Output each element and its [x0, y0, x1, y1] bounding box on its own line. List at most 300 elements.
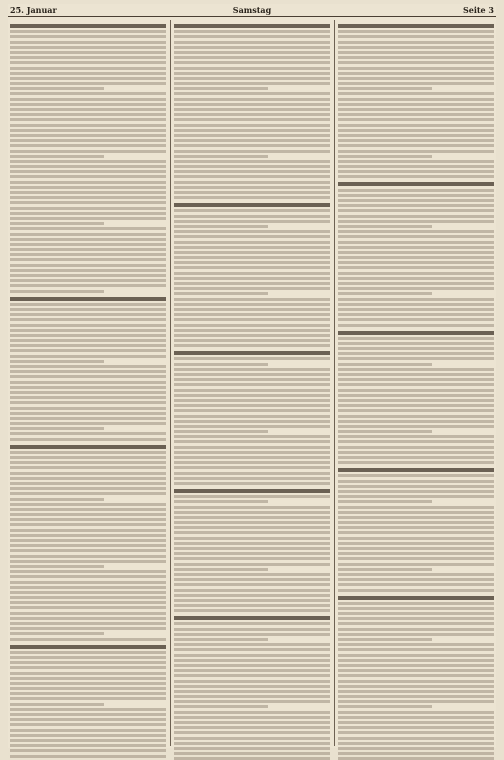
illegible-text-line — [10, 391, 166, 394]
illegible-text-line — [338, 638, 432, 641]
illegible-text-line — [10, 645, 166, 649]
illegible-text-line — [338, 134, 494, 137]
illegible-text-line — [10, 744, 166, 747]
illegible-text-line — [10, 324, 166, 327]
illegible-text-line — [10, 677, 166, 680]
illegible-text-line — [174, 466, 330, 469]
illegible-text-line — [10, 570, 166, 573]
illegible-text-line — [338, 612, 494, 615]
illegible-text-line — [10, 386, 166, 389]
illegible-text-line — [338, 399, 494, 402]
illegible-text-line — [174, 77, 330, 80]
illegible-text-line — [174, 124, 330, 127]
illegible-text-line — [338, 617, 494, 620]
illegible-text-line — [10, 472, 166, 475]
illegible-text-line — [338, 144, 494, 147]
illegible-text-line — [338, 752, 494, 755]
illegible-text-line — [10, 344, 166, 347]
illegible-text-line — [174, 716, 330, 719]
illegible-text-line — [174, 181, 330, 184]
illegible-text-line — [174, 103, 330, 106]
illegible-text-line — [10, 41, 166, 44]
illegible-text-line — [338, 451, 494, 454]
illegible-text-line — [174, 440, 330, 443]
illegible-text-line — [10, 713, 166, 716]
illegible-text-line — [174, 731, 330, 734]
illegible-text-line — [338, 474, 494, 477]
illegible-text-line — [338, 700, 494, 703]
illegible-text-line — [174, 318, 330, 321]
illegible-text-line — [174, 41, 330, 44]
illegible-text-line — [338, 607, 494, 610]
illegible-text-line — [338, 573, 494, 576]
illegible-text-line — [338, 711, 494, 714]
illegible-text-line — [10, 718, 166, 721]
illegible-text-line — [174, 72, 330, 75]
illegible-text-line — [174, 266, 330, 269]
illegible-text-line — [174, 415, 330, 418]
illegible-text-line — [174, 344, 330, 347]
illegible-text-line — [338, 331, 494, 335]
illegible-text-line — [338, 531, 494, 534]
illegible-text-line — [174, 324, 330, 327]
illegible-text-line — [338, 199, 494, 202]
illegible-text-line — [10, 396, 166, 399]
illegible-text-line — [174, 516, 330, 519]
illegible-text-line — [338, 51, 494, 54]
illegible-text-line — [10, 729, 166, 732]
illegible-text-line — [338, 378, 494, 381]
illegible-text-line — [174, 521, 330, 524]
illegible-text-line — [10, 279, 166, 282]
illegible-text-line — [174, 277, 330, 280]
illegible-text-line — [10, 67, 166, 70]
illegible-text-line — [338, 557, 494, 560]
illegible-text-line — [174, 633, 330, 636]
illegible-text-line — [174, 680, 330, 683]
illegible-text-line — [174, 165, 330, 168]
illegible-text-line — [174, 557, 330, 560]
illegible-text-line — [10, 82, 166, 85]
illegible-text-line — [174, 695, 330, 698]
illegible-text-line — [174, 711, 330, 714]
illegible-text-line — [174, 139, 330, 142]
illegible-text-line — [174, 175, 330, 178]
illegible-text-line — [338, 352, 494, 355]
illegible-text-line — [174, 235, 330, 238]
illegible-text-line — [338, 435, 494, 438]
illegible-text-line — [174, 430, 268, 433]
illegible-text-line — [338, 456, 494, 459]
illegible-text-line — [174, 230, 330, 233]
illegible-text-line — [10, 284, 166, 287]
illegible-text-line — [174, 46, 330, 49]
illegible-text-line — [174, 363, 268, 366]
illegible-text-line — [338, 537, 494, 540]
illegible-text-line — [174, 456, 330, 459]
illegible-text-line — [338, 150, 494, 153]
illegible-text-line — [174, 506, 330, 509]
illegible-text-line — [174, 643, 330, 646]
illegible-text-line — [10, 417, 166, 420]
illegible-text-line — [174, 209, 330, 212]
illegible-text-line — [174, 282, 330, 285]
illegible-text-line — [10, 360, 104, 363]
illegible-text-line — [174, 404, 330, 407]
illegible-text-line — [10, 92, 166, 95]
illegible-text-line — [338, 495, 494, 498]
illegible-text-line — [174, 92, 330, 95]
illegible-text-line — [338, 215, 494, 218]
illegible-text-line — [10, 118, 166, 121]
illegible-text-line — [174, 35, 330, 38]
illegible-text-line — [338, 92, 494, 95]
illegible-text-line — [338, 674, 494, 677]
illegible-text-line — [174, 373, 330, 376]
illegible-text-line — [10, 207, 166, 210]
illegible-text-line — [338, 272, 494, 275]
illegible-text-line — [338, 72, 494, 75]
illegible-text-line — [10, 612, 166, 615]
illegible-text-line — [10, 61, 166, 64]
illegible-text-line — [174, 241, 330, 244]
illegible-text-line — [10, 755, 166, 758]
illegible-text-line — [10, 303, 166, 306]
illegible-text-line — [338, 82, 494, 85]
illegible-text-line — [10, 427, 104, 430]
illegible-text-line — [338, 568, 432, 571]
illegible-text-line — [174, 477, 330, 480]
illegible-text-line — [174, 616, 330, 620]
illegible-text-line — [174, 495, 330, 498]
illegible-text-line — [174, 542, 330, 545]
illegible-text-line — [174, 420, 330, 423]
illegible-text-line — [10, 375, 166, 378]
illegible-text-line — [10, 638, 166, 641]
illegible-text-line — [174, 568, 268, 571]
illegible-text-line — [338, 194, 494, 197]
illegible-text-line — [338, 225, 432, 228]
illegible-text-line — [338, 461, 494, 464]
illegible-text-line — [10, 290, 104, 293]
illegible-text-line — [174, 220, 330, 223]
illegible-text-line — [10, 175, 166, 178]
illegible-text-line — [174, 378, 330, 381]
illegible-text-line — [338, 695, 494, 698]
illegible-text-line — [174, 511, 330, 514]
illegible-text-line — [338, 506, 494, 509]
illegible-text-line — [10, 672, 166, 675]
illegible-text-line — [10, 692, 166, 695]
illegible-text-line — [174, 659, 330, 662]
illegible-text-line — [10, 160, 166, 163]
newspaper-page — [8, 4, 496, 748]
illegible-text-line — [338, 155, 432, 158]
illegible-text-line — [10, 606, 166, 609]
illegible-text-line — [338, 108, 494, 111]
illegible-text-line — [174, 160, 330, 163]
illegible-text-line — [338, 415, 494, 418]
illegible-text-line — [338, 440, 494, 443]
illegible-text-line — [338, 337, 494, 340]
illegible-text-line — [10, 591, 166, 594]
illegible-text-line — [338, 363, 432, 366]
illegible-text-line — [174, 67, 330, 70]
illegible-text-line — [10, 651, 166, 654]
illegible-text-line — [174, 604, 330, 607]
illegible-text-line — [10, 492, 166, 495]
illegible-text-line — [338, 648, 494, 651]
illegible-text-line — [10, 412, 166, 415]
illegible-text-line — [10, 258, 166, 261]
illegible-text-line — [10, 523, 166, 526]
illegible-text-line — [338, 420, 494, 423]
illegible-text-line — [10, 466, 166, 469]
illegible-text-line — [174, 108, 330, 111]
illegible-text-line — [174, 313, 330, 316]
illegible-text-line — [174, 685, 330, 688]
illegible-text-line — [10, 103, 166, 106]
illegible-text-line — [174, 261, 330, 264]
illegible-text-line — [338, 277, 494, 280]
illegible-text-line — [10, 534, 166, 537]
illegible-text-line — [174, 170, 330, 173]
illegible-text-line — [10, 313, 166, 316]
illegible-text-line — [174, 589, 330, 592]
illegible-text-line — [338, 139, 494, 142]
illegible-text-line — [174, 225, 268, 228]
illegible-text-line — [10, 124, 166, 127]
illegible-text-line — [338, 287, 494, 290]
illegible-text-line — [10, 181, 166, 184]
illegible-text-line — [10, 349, 166, 352]
illegible-text-line — [174, 648, 330, 651]
illegible-text-line — [338, 230, 494, 233]
illegible-text-line — [10, 560, 166, 563]
illegible-text-line — [10, 708, 166, 711]
illegible-text-line — [174, 446, 330, 449]
illegible-text-line — [174, 674, 330, 677]
illegible-text-line — [10, 191, 166, 194]
illegible-text-line — [174, 547, 330, 550]
illegible-text-line — [174, 129, 330, 132]
illegible-text-line — [338, 409, 494, 412]
illegible-text-line — [174, 113, 330, 116]
illegible-text-line — [338, 389, 494, 392]
illegible-text-line — [338, 721, 494, 724]
illegible-text-line — [174, 256, 330, 259]
illegible-text-line — [174, 118, 330, 121]
text-column-2 — [174, 20, 330, 746]
illegible-text-line — [338, 742, 494, 745]
illegible-text-line — [174, 573, 330, 576]
illegible-text-line — [338, 30, 494, 33]
illegible-text-line — [338, 113, 494, 116]
illegible-text-line — [10, 370, 166, 373]
illegible-text-line — [10, 565, 104, 568]
illegible-text-line — [174, 144, 330, 147]
illegible-text-line — [174, 368, 330, 371]
illegible-text-line — [10, 144, 166, 147]
illegible-text-line — [10, 703, 104, 706]
illegible-text-line — [174, 215, 330, 218]
illegible-text-line — [10, 238, 166, 241]
illegible-text-line — [174, 339, 330, 342]
page-header — [8, 4, 496, 17]
illegible-text-line — [174, 383, 330, 386]
illegible-text-line — [174, 500, 268, 503]
illegible-text-line — [10, 253, 166, 256]
illegible-text-line — [174, 334, 330, 337]
illegible-text-line — [174, 489, 330, 493]
illegible-text-line — [174, 61, 330, 64]
illegible-text-line — [338, 726, 494, 729]
illegible-text-line — [174, 292, 268, 295]
illegible-text-line — [174, 690, 330, 693]
illegible-text-line — [338, 313, 494, 316]
illegible-text-line — [174, 563, 330, 566]
illegible-text-line — [174, 531, 330, 534]
illegible-text-line — [338, 170, 494, 173]
illegible-text-line — [338, 292, 432, 295]
illegible-text-line — [10, 35, 166, 38]
illegible-text-line — [10, 217, 166, 220]
illegible-text-line — [10, 739, 166, 742]
illegible-text-line — [174, 389, 330, 392]
illegible-text-line — [10, 622, 166, 625]
illegible-text-line — [10, 575, 166, 578]
illegible-text-line — [174, 98, 330, 101]
illegible-text-line — [174, 351, 330, 355]
illegible-text-line — [10, 98, 166, 101]
illegible-text-line — [10, 503, 166, 506]
illegible-text-line — [338, 160, 494, 163]
illegible-text-line — [174, 251, 330, 254]
illegible-text-line — [10, 24, 166, 28]
illegible-text-line — [174, 594, 330, 597]
column-rule — [170, 20, 171, 746]
illegible-text-line — [10, 477, 166, 480]
illegible-text-line — [338, 209, 494, 212]
illegible-text-line — [10, 248, 166, 251]
illegible-text-line — [10, 212, 166, 215]
illegible-text-line — [174, 24, 330, 28]
illegible-text-line — [338, 241, 494, 244]
illegible-text-line — [338, 46, 494, 49]
illegible-text-line — [10, 186, 166, 189]
illegible-text-line — [10, 30, 166, 33]
illegible-text-line — [10, 233, 166, 236]
illegible-text-line — [10, 456, 166, 459]
illegible-text-line — [10, 139, 166, 142]
illegible-text-line — [174, 51, 330, 54]
illegible-text-line — [338, 235, 494, 238]
illegible-text-line — [10, 46, 166, 49]
illegible-text-line — [338, 404, 494, 407]
illegible-text-line — [338, 578, 494, 581]
illegible-text-line — [10, 661, 166, 664]
illegible-text-line — [338, 324, 494, 327]
column-rule — [334, 20, 335, 746]
illegible-text-line — [10, 544, 166, 547]
illegible-text-line — [174, 742, 330, 745]
illegible-text-line — [10, 513, 166, 516]
illegible-text-line — [174, 196, 330, 199]
illegible-text-line — [338, 731, 494, 734]
illegible-text-line — [338, 318, 494, 321]
illegible-text-line — [174, 461, 330, 464]
illegible-text-line — [174, 82, 330, 85]
illegible-text-line — [174, 451, 330, 454]
illegible-text-line — [10, 269, 166, 272]
illegible-text-line — [10, 617, 166, 620]
illegible-text-line — [174, 425, 330, 428]
illegible-text-line — [10, 697, 166, 700]
illegible-text-line — [10, 196, 166, 199]
illegible-text-line — [338, 622, 494, 625]
illegible-text-line — [338, 77, 494, 80]
illegible-text-line — [10, 555, 166, 558]
illegible-text-line — [174, 622, 330, 625]
illegible-text-line — [174, 747, 330, 750]
illegible-text-line — [338, 35, 494, 38]
illegible-text-line — [10, 318, 166, 321]
text-column-1 — [10, 20, 166, 746]
illegible-text-line — [338, 542, 494, 545]
illegible-text-line — [338, 124, 494, 127]
illegible-text-line — [10, 422, 166, 425]
illegible-text-line — [10, 581, 166, 584]
illegible-text-line — [174, 155, 268, 158]
illegible-text-line — [10, 113, 166, 116]
illegible-text-line — [10, 586, 166, 589]
illegible-text-line — [174, 203, 330, 207]
illegible-text-line — [174, 669, 330, 672]
illegible-text-line — [174, 578, 330, 581]
illegible-text-line — [338, 220, 494, 223]
illegible-text-line — [174, 409, 330, 412]
illegible-text-line — [338, 480, 494, 483]
illegible-text-line — [10, 227, 166, 230]
illegible-text-line — [10, 355, 166, 358]
illegible-text-line — [338, 628, 494, 631]
illegible-text-line — [174, 552, 330, 555]
illegible-text-line — [174, 726, 330, 729]
illegible-text-line — [10, 687, 166, 690]
illegible-text-line — [338, 737, 494, 740]
illegible-text-line — [338, 716, 494, 719]
illegible-text-line — [10, 334, 166, 337]
illegible-text-line — [338, 165, 494, 168]
header-date: 25. Januar — [10, 5, 57, 15]
illegible-text-line — [10, 170, 166, 173]
illegible-text-line — [10, 401, 166, 404]
illegible-text-line — [10, 297, 166, 301]
illegible-text-line — [174, 705, 268, 708]
illegible-text-line — [338, 189, 494, 192]
illegible-text-line — [174, 599, 330, 602]
illegible-text-line — [174, 609, 330, 612]
illegible-text-line — [338, 347, 494, 350]
illegible-text-line — [10, 308, 166, 311]
illegible-text-line — [338, 298, 494, 301]
illegible-text-line — [338, 357, 494, 360]
illegible-text-line — [338, 373, 494, 376]
illegible-text-line — [10, 438, 166, 441]
illegible-text-line — [10, 734, 166, 737]
illegible-text-line — [338, 204, 494, 207]
illegible-text-line — [10, 461, 166, 464]
